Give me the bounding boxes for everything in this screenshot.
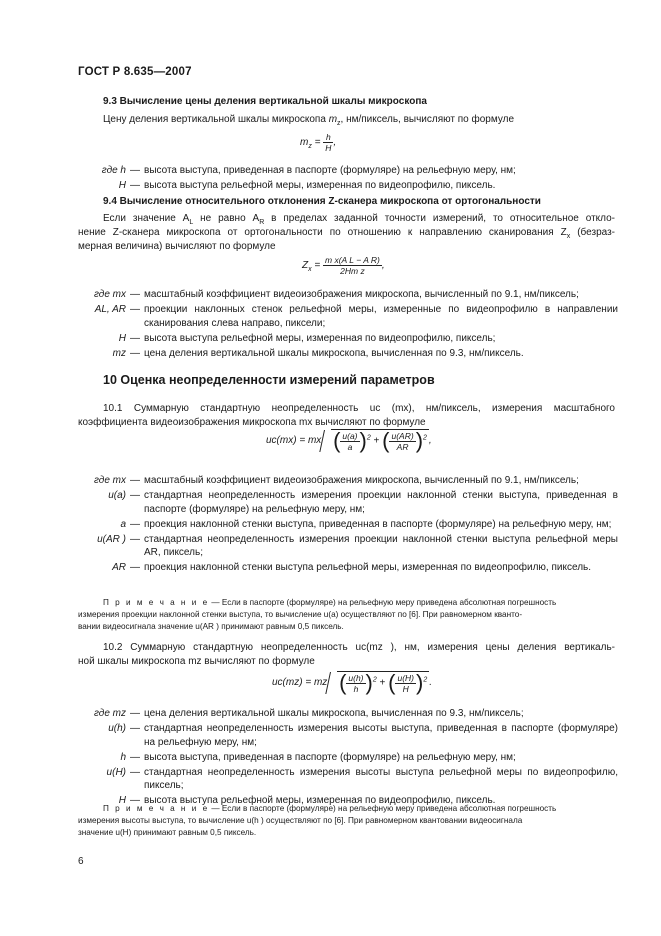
- intro-sub: z: [337, 120, 341, 127]
- definitions-10-1: [78, 474, 618, 576]
- definition-row: где mx — масштабный коэффициент видеоизображения микроскопа, вычисленный по 9.1, нм/пиксель;: [78, 288, 618, 302]
- formula-uc-mx: uc(mx) = mx ( $\frac{u(a)}{a}$ )$^2$ + ( $\frac{u(AR)}{AR}$ )$^2$ ,: [266, 428, 432, 453]
- note-10-2-line3: значение u(H) принимают равным 0,5 пиксель.: [78, 828, 257, 837]
- definition-term: u(a): [108, 490, 126, 501]
- fraction-denominator: H: [402, 683, 409, 694]
- definition-term: u(H): [106, 766, 126, 778]
- note-10-2-line2: измерения высоты выступа, то вычисление u(h ) осуществляют по [6]. При равномерном квантовании видеосигнала: [78, 816, 523, 825]
- definition-desc: стандартная неопределенность измерения высоты выступа рельефной меры по видеопрофилю, пиксель;: [144, 766, 618, 791]
- formula-lhs: uc(mx) = mx: [266, 435, 322, 447]
- formula-lhs: uc(mz) = mz: [272, 677, 328, 689]
- definition-term: H: [118, 180, 126, 191]
- definition-desc: стандартная неопределенность измерения проекции наклонной стенки выступа рельефной меры AR, пиксель;: [144, 533, 618, 558]
- definition-desc: стандартная неопределенность измерения высоты выступа, приведенная в паспорте (формуляре) на рельефную меру, нм;: [144, 723, 618, 748]
- text: не равно A: [193, 213, 260, 224]
- definition-row: H — высота выступа рельефной меры, измеренная по видеопрофилю, пиксель.: [78, 179, 618, 193]
- definitions-9-4: [78, 288, 618, 362]
- definitions-9-3: [78, 164, 618, 194]
- intro-text: Цену деления вертикальной шкалы микроскопа: [103, 114, 329, 125]
- definition-desc: проекция наклонной стенки выступа рельефной меры, измеренная по видеопрофилю, пиксель.: [144, 562, 592, 573]
- formula-mz: $m_z$ = $\frac{h}{H}$ ,: [300, 132, 337, 153]
- definition-term: mz: [112, 347, 126, 359]
- sub: R: [259, 219, 265, 226]
- para-10-1-line2: коэффициента видеоизображения микроскопа mx вычисляют по формуле: [78, 417, 426, 428]
- formula-fraction: [346, 673, 365, 694]
- definition-term: a: [120, 518, 126, 530]
- definition-term: H: [118, 332, 126, 344]
- text: (безраз-: [570, 227, 616, 238]
- fraction-numerator: h: [323, 132, 333, 143]
- sqrt-sign: ( $\frac{u(h)}{h}$ )$^2$ + ( $\frac{u(H)}{H}$ )$^2$: [339, 670, 428, 695]
- formula-fraction: [395, 673, 416, 694]
- fraction-numerator: m x(A L − A R): [325, 255, 380, 265]
- fraction-denominator: H: [325, 143, 332, 153]
- note-label: П р и м е ч а н и е: [103, 598, 210, 607]
- para-10-2-line2: ной шкалы микроскопа mz вычисляют по формуле: [78, 656, 315, 667]
- definition-row: u(H) — стандартная неопределенность измерения высоты выступа рельефной меры по видеопрофилю, пиксель;: [78, 766, 618, 793]
- definition-desc: цена деления вертикальной шкалы микроскопа, вычисленная по 9.3, нм/пиксель.: [144, 347, 524, 359]
- sqrt-sign: ( $\frac{u(a)}{a}$ )$^2$ + ( $\frac{u(AR)}{AR}$ )$^2$: [333, 428, 427, 453]
- definition-desc: высота выступа, приведенная в паспорте (формуляре) на рельефную меру, нм;: [144, 751, 516, 763]
- definition-desc: масштабный коэффициент видеоизображения микроскопа, вычисленный по 9.1, нм/пиксель;: [144, 475, 579, 486]
- definition-row: u(a) — стандартная неопределенность измерения проекции наклонной стенки выступа, приведенная в паспорте (формуляре) на рельефную меру, нм;: [78, 489, 618, 516]
- formula-fraction: [389, 431, 415, 452]
- section-9-4-line3: мерная величина) вычисляют по формуле: [78, 241, 276, 252]
- definition-row: где h — высота выступа, приведенная в паспорте (формуляре) на рельефную меру, нм;: [78, 164, 618, 178]
- formula-uc-mz: uc(mz) = mz ( $\frac{u(h)}{h}$ )$^2$ + ( $\frac{u(H)}{H}$ )$^2$ .: [272, 670, 433, 695]
- formula-lhs: Z: [302, 260, 309, 272]
- text: Если значение A: [103, 213, 190, 224]
- section-9-3-title: 9.3 Вычисление цены деления вертикальной шкалы микроскопа: [103, 96, 427, 107]
- note-text: — Если в паспорте (формуляре) на рельефную меру приведена абсолютная погрешность: [209, 598, 557, 607]
- section-9-4-title: 9.4 Вычисление относительного отклонения Z-сканера микроскопа от ортогональности: [103, 196, 541, 207]
- fraction-numerator: u(H): [397, 672, 415, 683]
- definition-term: AL, AR: [94, 304, 126, 315]
- fraction-numerator: u(a): [342, 430, 358, 441]
- definition-term: где mx: [93, 475, 126, 486]
- document-header: ГОСТ Р 8.635—2007: [78, 66, 192, 78]
- intro-text-end: , нм/пиксель, вычисляют по формуле: [340, 114, 515, 125]
- definition-term: h: [120, 751, 126, 763]
- note-text: — Если в паспорте (формуляре) на рельефную меру приведена абсолютная погрешность: [209, 804, 557, 813]
- definition-term: где mz: [93, 708, 126, 719]
- fraction-denominator: 2Hm z: [340, 266, 365, 276]
- definition-row: mz — цена деления вертикальной шкалы микроскопа, вычисленная по 9.3, нм/пиксель.: [78, 347, 618, 361]
- definition-desc: масштабный коэффициент видеоизображения микроскопа, вычисленный по 9.1, нм/пиксель;: [144, 289, 579, 300]
- text: нение Z-сканера микроскопа от ортогональности по отношению к направлению сканирования Z: [78, 227, 567, 238]
- definition-desc: проекции наклонных стенок рельефной меры, измеренные по видеопрофилю в направлении сканирования слева направо, пиксели;: [144, 304, 618, 329]
- definition-desc: высота выступа рельефной меры, измеренная по видеопрофилю, пиксель;: [144, 332, 496, 344]
- formula-fraction: [340, 431, 359, 452]
- section-10-title: 10 Оценка неопределенности измерений параметров: [103, 373, 435, 387]
- definition-row: u(AR ) — стандартная неопределенность измерения проекции наклонной стенки выступа рельефной меры AR, пиксель;: [78, 533, 618, 560]
- para-10-1-line1: 10.1 Суммарную стандартную неопределенность uc (mx), нм/пиксель, измерения масштабного: [103, 403, 615, 414]
- note-10-1-line2: измерения проекции наклонной стенки выступа, то вычисление u(a) осуществляют по [6]. При равномерном кванто-: [78, 610, 523, 619]
- definitions-10-2: [78, 707, 618, 809]
- page-number: 6: [78, 856, 84, 867]
- fraction-numerator: u(h): [348, 672, 364, 683]
- fraction-numerator: u(AR): [391, 430, 414, 441]
- formula-lhs-sub: z: [308, 143, 312, 151]
- sub: x: [566, 233, 571, 240]
- definition-row: H — высота выступа рельефной меры, измеренная по видеопрофилю, пиксель.: [78, 794, 618, 808]
- formula-fraction: [323, 132, 333, 153]
- definition-row: h — высота выступа, приведенная в паспорте (формуляре) на рельефную меру, нм;: [78, 751, 618, 765]
- fraction-denominator: a: [347, 441, 353, 452]
- definition-desc: высота выступа рельефной меры, измеренная по видеопрофилю, пиксель.: [144, 180, 496, 191]
- definition-desc: проекция наклонной стенки выступа, приведенная в паспорте (формуляре) на рельефную меру, нм;: [144, 518, 612, 530]
- definition-row: AL, AR — проекции наклонных стенок рельефной меры, измеренные по видеопрофилю в направлении сканирования слева направо, пиксели;: [78, 303, 618, 330]
- note-10-1-line1: [103, 597, 556, 609]
- note-10-2-line1: [103, 803, 556, 815]
- formula-zx: $Z_x$ = $\frac{\text{m x(A L − A R)}}{\text{2Hm z}}$ ,: [302, 255, 385, 276]
- text: в пределах заданной точности измерений, то относительное откло-: [264, 213, 615, 224]
- definition-term: u(AR ): [97, 533, 126, 545]
- sub: L: [189, 219, 194, 226]
- definition-term: где h: [101, 165, 126, 176]
- definition-term: H: [118, 795, 126, 806]
- definition-row: u(h) — стандартная неопределенность измерения высоты выступа, приведенная в паспорте (формуляре) на рельефную меру, нм;: [78, 722, 618, 749]
- definition-row: H — высота выступа рельефной меры, измеренная по видеопрофилю, пиксель;: [78, 332, 618, 346]
- fraction-denominator: h: [353, 683, 359, 694]
- definition-term: u(h): [108, 723, 126, 734]
- note-label: П р и м е ч а н и е: [103, 804, 210, 813]
- formula-lhs-sub: x: [308, 266, 312, 274]
- definition-term: AR: [112, 562, 126, 573]
- definition-desc: стандартная неопределенность измерения проекции наклонной стенки выступа, приведенная в паспорте (формуляре) на рельефную меру, нм;: [144, 490, 618, 515]
- definition-row: AR — проекция наклонной стенки выступа рельефной меры, измеренная по видеопрофилю, пиксель.: [78, 561, 618, 575]
- definition-desc: высота выступа рельефной меры, измеренная по видеопрофилю, пиксель.: [144, 795, 496, 806]
- intro-var: m: [328, 114, 338, 125]
- fraction-denominator: AR: [396, 441, 409, 452]
- formula-fraction: [323, 255, 382, 276]
- definition-row: a — проекция наклонной стенки выступа, приведенная в паспорте (формуляре) на рельефную меру, нм;: [78, 518, 618, 532]
- note-10-1-line3: вании видеосигнала значение u(AR ) принимают равным 0,5 пиксель.: [78, 622, 344, 631]
- formula-lhs: m: [300, 137, 309, 149]
- para-10-2-line1: 10.2 Суммарную стандартную неопределенность uc(mz ), нм, измерения цены деления вертикаль-: [103, 642, 615, 653]
- definition-desc: цена деления вертикальной шкалы микроскопа, вычисленная по 9.3, нм/пиксель;: [144, 708, 524, 719]
- definition-term: где mx: [93, 289, 126, 300]
- definition-row: где mz — цена деления вертикальной шкалы микроскопа, вычисленная по 9.3, нм/пиксель;: [78, 707, 618, 721]
- definition-desc: высота выступа, приведенная в паспорте (формуляре) на рельефную меру, нм;: [144, 165, 516, 176]
- definition-row: где mx — масштабный коэффициент видеоизображения микроскопа, вычисленный по 9.1, нм/пиксель;: [78, 474, 618, 488]
- section-9-3-intro: [103, 113, 514, 131]
